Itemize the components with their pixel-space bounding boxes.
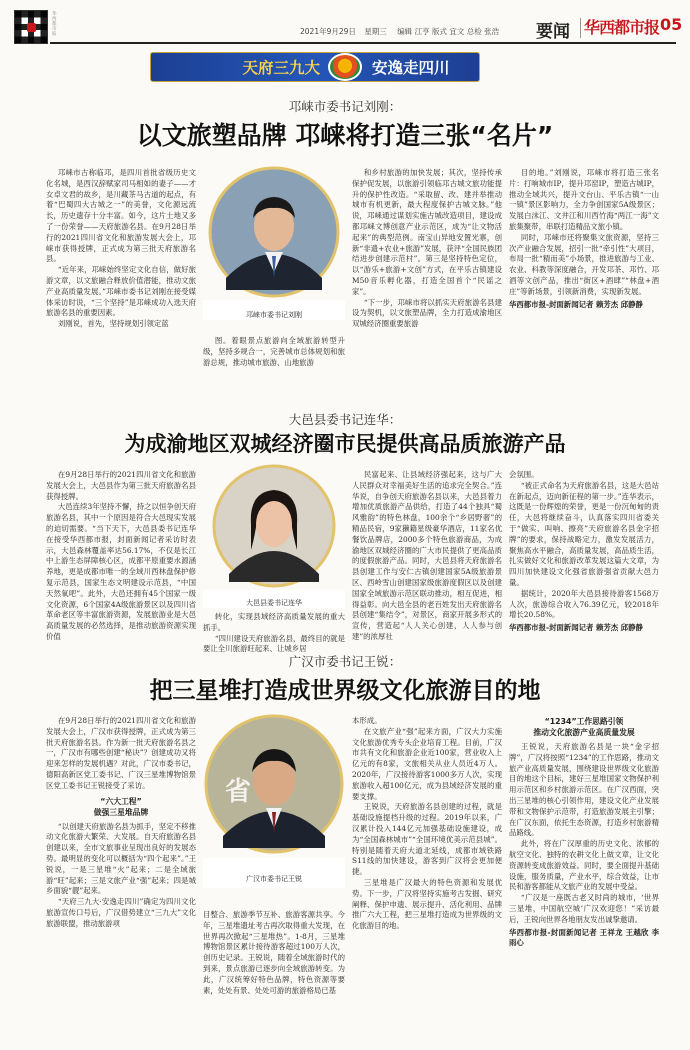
paragraph: 三星堆是广汉最大的特色资源和发展优势。下一步，广汉将坚持实施考古发掘、研究阐释、保护申遗、展示提升、活化利用、品牌推广六大工程，把三星堆打造成为世界级的文化旅游目的地。 — [352, 877, 502, 931]
paragraph: 同时，邛崃市还将聚集文旅资源，坚持三次产业融合发展，招引一批“牵引性”大项目，布局一批“精而美”小场景，推进旅游与工业、农业、科教等深度融合，开发邛茶、邛竹、邛酒等文创产品，推出“街区+酒肆”“林盘+酒庄”等新场景，引领新消费，实现新发展。 — [509, 232, 659, 296]
qr-logo-icon — [27, 23, 36, 32]
svg-text:省: 省 — [225, 777, 252, 807]
paragraph: 目整合、旅游季节互补、旅游客源共享。今年，三星堆遗址考古再次取得重大发现，在世界再次掀起“三星堆热”。1-8月，三星堆博物馆景区累计接待游客超过100万人次，创历史记录。王锐说，随着全域旅游时代的到来，景点旅游已逐步向全域旅游转变。为此，广汉统筹好特色品牌，特色资源等要素，处处有景、处处可游的旅游格局已基 — [203, 910, 345, 995]
article1-photo — [203, 160, 345, 320]
paragraph: 邛崃市古称临邛，是四川首批省级历史文化名城，是西汉辞赋家司马相如的妻子——才女卓文君的故乡，是川藏茶马古道的起点，有着“巴蜀四大古城之一”的美誉，文化源远流长，历史遗存十分丰富。如今，这片土地又多了一份荣誉——天府旅游名县。在9月28日举行的2021四川省文化和旅游发展大会上，邛崃市获得授牌，正式成为第三批天府旅游名县。 — [46, 168, 196, 264]
article3-kicker: 广汉市委书记王锐： — [288, 654, 402, 669]
subhead-line: 做强三星堆品牌 — [93, 807, 149, 817]
article1-col3 — [352, 168, 502, 400]
campaign-logo-icon — [328, 53, 362, 81]
paragraph: “以创建天府旅游名县为抓手，坚定不移推动文化旅游大繁荣、大发展。自天府旅游名县创建以来，全市文旅事业呈现出良好的发展态势。最明显的变化可以概括为“四个起来”。”王锐说，一是三星堆“火”起来；二是全域旅游“旺”起来；三是文旅产业“强”起来；四是城乡面貌“靓”起来。 — [46, 821, 196, 896]
paragraph: “天府三九大·安逸走四川”确定为四川文化旅游宣传口号后，广汉借势建立“三九大”文化旅游联盟，推动旅游项 — [46, 897, 196, 928]
article2-photo-caption: 大邑县委书记连华 — [246, 599, 302, 607]
banner-left-text: 天府三九大 — [242, 59, 320, 77]
subhead-line: “1234”工作思路引领 — [544, 717, 624, 726]
paragraph: 目的地。”刘刚说，邛崃市将打造三张名片：打响城市IP，提升邛窑IP，塑造古城IP，推动全域共兴，提升文台山、平乐古镇“一山一镇”景区影响力，全力争创国家5A级景区；发展白沫江、文井江和川西竹海“两江一海”文旅集聚带，串联打造精品文旅小镇。 — [509, 168, 659, 231]
article2-photo — [203, 458, 345, 608]
portrait-liu-gang — [203, 160, 345, 300]
paragraph: 图。着眼景点旅游向全域旅游转型升级，坚持多规合一，完善城市总体规划和旅游总规，推动城市旅游、山地旅游 — [203, 336, 345, 367]
header-rule — [50, 42, 676, 44]
paragraph: 在9月28日举行的2021四川省文化和旅游发展大会上，广汉市获得授牌，正式成为第三批天府旅游名县。作为新一批天府旅游名县之一，广汉市有哪些创建“秘诀”？创建成功又将迎来怎样的发展机遇？对此，广汉市委书记，德阳高新区党工委书记、广汉三星堆博物馆景区党工委书记王锐接受了采访。 — [46, 716, 196, 790]
paragraph: 会氛围。 — [509, 470, 539, 479]
article1-photo-caption: 邛崃市委书记刘刚 — [246, 311, 302, 319]
section-title: 要闻 — [536, 22, 570, 42]
article2-kicker: 大邑县委书记连华： — [288, 412, 402, 427]
paragraph: “被正式命名为天府旅游名县，这是大邑站在新起点，迈向新征程的第一步。”连华表示，这既是一份辉煌的荣誉，更是一份沉甸甸的责任，大邑将继续奋斗，认真落实四川省委关于“做实、叫响、擦亮”天府旅游名县金字招牌”的要求，保持战略定力，激发发展活力，聚焦高水平融合，高质量发展，高品质生活，扎实做好文化和旅游改革发展这篇大文章，为四川加快建设文化强省旅游强省贡献大邑力量。 — [509, 480, 659, 587]
paragraph: 本形成。 — [352, 716, 382, 725]
paragraph: 民富起来、让县域经济强起来，这与广大人民群众对幸福美好生活的追求完全契合。”连华说，自争创天府旅游名县以来，大邑县着力增加优质旅游产品供给，打造了44个独具“蜀风雅韵”的特色林盘，100余个“乡居野奢”的精品民宿，9家獭籍星级豪华酒店，11家名优餐饮品牌店，2000多个特色旅游商品，为成渝地区双城经济圈的广大市民提供了更高品质的度假旅游产品。同时，大邑县将天府旅游名县创建工作与安仁古镇创建国家5A级旅游景区、西岭雪山创建国家级旅游度假区以及创建国家全域旅游示范区联动推动，相互促进，相得益彰。向大邑全县的老百姓发出天府旅游名县创建“集结令”，对景区，商家开展多形式的宣传，营造起“人人关心创建，人人参与创建”的浓厚社 — [352, 470, 502, 641]
paragraph: 王锐说，天府旅游名县创建的过程，就是基础设施提档升级的过程。2019年以来，广汉累计投入144亿元加强基础设施建设，成为“全国森林城市”“全国环境优美示范县城”。特别是随着天府大道北延线，成都市域铁路S11线的加快建设，游客到广汉将会更加便捷。 — [352, 802, 502, 877]
issue-editors: 编辑 江亨 版式 宜文 总检 张浩 — [397, 27, 500, 36]
article2-byline: 华西都市报-封面新闻记者 赖芳杰 邱静静 — [509, 623, 643, 633]
paragraph: 在文旅产业“强”起来方面，广汉大力实施文化旅游优秀专头企业培育工程。目前，广汉市共有文化和旅游企业近100家，营业收入上亿元的有8家，文旅相关从业人员近4万人。2020年，广汉接待游客1000多万人次，实现旅游收入超100亿元，成为县域经济发展的重要支撑。 — [352, 726, 502, 801]
article3-col1 — [46, 716, 196, 1046]
article3-col2 — [203, 910, 345, 1044]
newspaper-logo: 华西都市报 — [584, 18, 660, 37]
article2-col1 — [46, 470, 196, 641]
subhead-line: 推动文化旅游产业高质量发展 — [533, 728, 635, 737]
paragraph: 和乡村旅游的加快发展；其次，坚持传承保护促发展，以旅游引领临邛古城文旅功能提升的保护性改造。“采取留、改、建并举推动城市有机更新，最大程度保护古城文脉。”他说，邛崃通过谋划实施古城改造项目，建设成都邛崃文博创意产业示范区，成为“让文物活起来”的典型范例。南宝山异地安置光寨，创新“非遗+农业+旅游”发展，获评“全国民族团结进步创建示范村”。第三是坚持特色定位，以“游乐+旅游+文创”方式，在平乐古镇建设M50音乐孵化器，打造全国首个“民谣之家”。 — [352, 168, 502, 296]
paragraph: “广汉是一座既古老又时尚的城市，‘世界三星堆，中国航空城’广汉欢迎您！”采访最后，王锐向世界各地朋友发出诚挚邀请。 — [509, 893, 659, 924]
article2-col2 — [203, 612, 345, 654]
article2-col4 — [509, 470, 659, 640]
article3-byline: 华西都市报-封面新闻记者 王祥龙 王越欣 李雨心 — [509, 927, 659, 948]
article3-col4 — [509, 716, 659, 1046]
paragraph: “近年来，邛崃始终坚定文化自信，做好旅游文章，以文旅融合释放价值潜能，推动文旅产业高质量发展。”邛崃市委书记刘刚在接受媒体采访时说，“三个坚持”是邛崃成功入选天府旅游名县的重要因素。 — [46, 265, 196, 318]
portrait-lian-hua — [203, 458, 345, 590]
banner-right-text: 安逸走四川 — [372, 59, 450, 77]
article3-subhead-six-projects — [46, 796, 196, 818]
side-vertical-text: 华西都市报 — [52, 12, 57, 37]
article3-photo-caption: 广汉市委书记王锐 — [246, 875, 302, 883]
issue-date: 2021年9月29日 — [300, 27, 356, 36]
article1-kicker: 邛崃市委书记刘刚： — [288, 99, 402, 114]
article3-title: 把三星堆打造成世界级文化旅游目的地 — [149, 678, 541, 704]
article3-subhead-1234 — [509, 716, 659, 738]
article1-col2 — [203, 336, 345, 400]
portrait-wang-rui — [203, 708, 345, 858]
article2-col3 — [352, 470, 502, 640]
article1-byline: 华西都市报-封面新闻记者 赖芳杰 邱静静 — [509, 299, 643, 309]
issue-meta — [300, 26, 499, 37]
article1-title: 以文旅塑品牌 邛崃将打造三张“名片” — [136, 121, 554, 150]
paragraph: 刘刚说，首先，坚持规划引领定蓝 — [57, 319, 169, 329]
article3-photo — [203, 708, 345, 888]
issue-weekday: 星期三 — [364, 27, 387, 36]
paragraph: 在9月28日举行的2021四川省文化和旅游发展大会上，大邑县作为第三批天府旅游名县获得授牌。 — [46, 470, 196, 501]
header-separator — [580, 18, 581, 38]
paragraph: “下一步，邛崃市将以抓实天府旅游名县建设为契机，以文旅塑品牌，全力打造成渝地区双城经济圈重要旅游 — [352, 297, 502, 329]
paragraph: 王锐说，天府旅游名县是一块“金字招牌”，广汉将按照“1234”的工作思路，推动文旅产业高质量发展，围绕建设世界级文化旅游目的地这个目标，建好三星堆国家文物保护利用示范区和乡村旅游示范区。在广汉西面，突出三星堆的核心引领作用，建设文化产业发展带和文物保护示范带，打造旅游发展主引擎；在广汉东面，依托生态资源，打造乡村旅游精品路线。 — [509, 742, 659, 838]
paragraph: 据统计，2020年大邑县接待游客1568万人次，旅游综合收入76.39亿元，较2018年增长20.58%。 — [509, 588, 659, 620]
subhead-line: “六大工程” — [100, 796, 142, 806]
paragraph: “四川建设天府旅游名县，最终目的就是要让全川旅游旺起来、让城乡居 — [203, 633, 345, 654]
article1-col1 — [46, 168, 196, 400]
article1-col4 — [509, 168, 659, 400]
article3-col3 — [352, 716, 502, 1046]
paragraph: 转化，实现县域经济高质量发展的重大抓手。 — [203, 612, 345, 632]
article2-title: 为成渝地区双城经济圈市民提供高品质旅游产品 — [124, 432, 566, 456]
paragraph: 此外，将在广汉厚重的历史文化、浓郁的航空文化、独特的农耕文化上做文章，让文化资源转变成旅游效益。同时，要全面提升基础设施，服务质量，产业水平，综合效益，让市民和游客都能从文旅产业的发展中受益。 — [509, 839, 659, 892]
page-number: 05 — [660, 15, 683, 34]
paragraph: 大邑连续3年坚持不懈，持之以恒争创天府旅游名县，其中一个原因是符合大邑现实发展的迫切需要。“当下天下，大邑县委书记连华在接受华西都市报，封面新闻记者采访时表示，大邑森林覆盖率达56.17%，不仅是长江中上游生态屏障核心区，成都平原重要水源涵养地，更是成都市唯一的全域川西林盘保护修复示范县，国家生态文明建设示范县，“中国天然氧吧”。此外，大邑还拥有45个国家一级文化资源，6个国家4A级旅游景区以及四川省革命老区等丰富旅游资源，发展旅游业是大邑高质量发展的必然选择，是推动旅游资源实现价值 — [46, 502, 196, 641]
